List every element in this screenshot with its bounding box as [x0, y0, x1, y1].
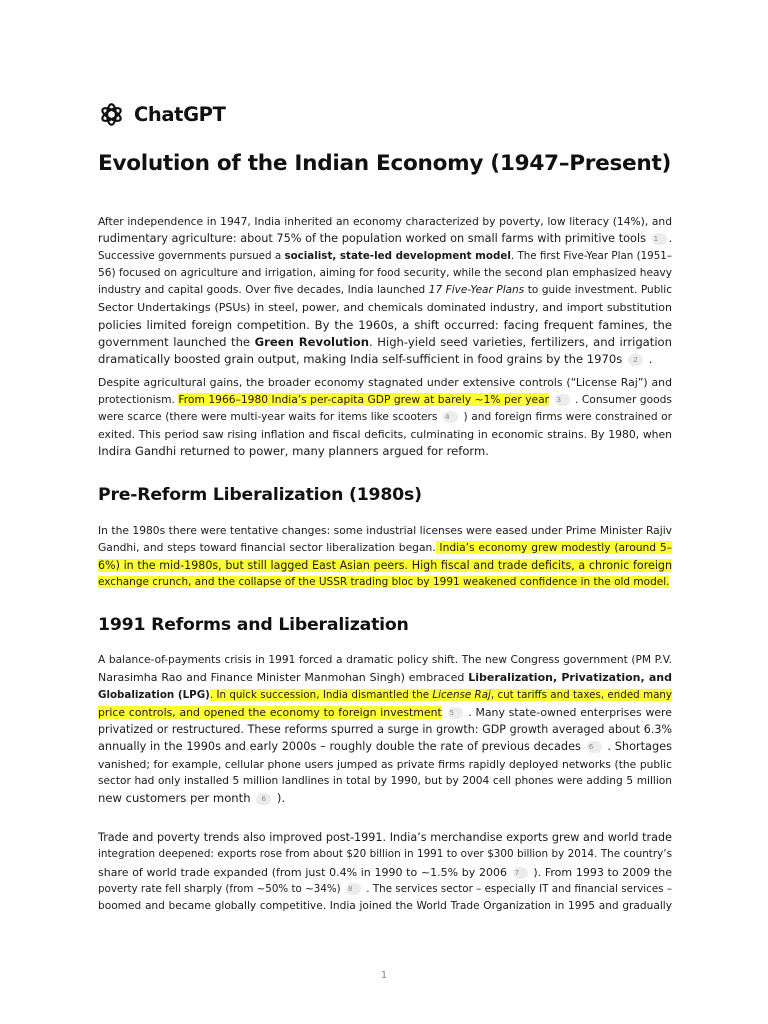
text-line — [98, 687, 672, 704]
text-line — [98, 846, 672, 863]
highlighted-text: From 1966–1980 India’s per-capita GDP grew at barely ~1% per year — [178, 393, 550, 407]
text-run: . — [668, 232, 673, 246]
citation-badge[interactable]: 5 — [448, 707, 463, 719]
text-run: Sector Undertakings (PSUs) in steel, power, and chemicals dominated industry, and import substitution — [98, 301, 672, 315]
paragraph-1991 — [98, 652, 672, 808]
text-line — [98, 334, 672, 351]
text-line — [98, 539, 672, 556]
text-run: exited. This period saw rising inflation and fiscal deficits, culminating in economic strains. By 1980, when — [98, 427, 672, 441]
text-line — [98, 864, 672, 881]
text-run: . Consumer goods — [574, 393, 673, 407]
text-run: ). From 1993 to 2009 the — [533, 865, 673, 879]
brand-name: ChatGPT — [134, 102, 226, 126]
italic-text: License Raj — [432, 688, 491, 701]
text-run: 56) focused on agriculture and irrigation, aiming for food security, while the second plan emphasized heavy — [98, 266, 672, 279]
text-run: Gandhi, and steps toward financial sector liberalization began. — [98, 541, 436, 555]
highlighted-text: India’s economy grew modestly (around 5– — [435, 541, 672, 555]
text-run: dramatically boosted grain output, making India self-sufficient in food grains by the 1970s — [98, 352, 623, 367]
paragraph-license-raj — [98, 374, 672, 460]
section-heading-1991-reforms: 1991 Reforms and Liberalization — [98, 615, 409, 635]
text-line — [98, 669, 672, 686]
bold-text: socialist, state-led development model — [284, 249, 511, 262]
citation-badge[interactable]: 6 — [587, 741, 602, 753]
citation-badge[interactable]: 6 — [256, 793, 271, 805]
text-run: ) and foreign firms were constrained or — [463, 410, 673, 423]
text-run: . — [648, 352, 653, 367]
text-line — [98, 790, 672, 807]
highlighted-text: exchange crunch, and the collapse of the USSR trading bloc by 1991 weakened confidence in the old model. — [98, 575, 670, 588]
text-run: government launched the — [98, 335, 255, 350]
highlighted-text: 6%) in the mid-1980s, but still lagged East Asian peers. High fiscal and trade deficits, a chronic foreign — [98, 558, 672, 572]
section-heading-pre-reform: Pre-Reform Liberalization (1980s) — [98, 485, 422, 505]
text-run: A balance-of-payments crisis in 1991 forced a dramatic policy shift. The new Congress government (PM P.V. — [98, 654, 672, 666]
text-line — [98, 704, 672, 721]
text-run: boomed and became globally competitive. India joined the World Trade Organization in 1995 and gradually — [98, 900, 672, 913]
text-line — [98, 265, 672, 282]
text-run: . High-yield seed varieties, fertilizers, and irrigation — [369, 335, 672, 350]
text-line — [98, 426, 672, 443]
italic-text: 17 Five-Year Plans — [428, 284, 525, 297]
text-line — [98, 557, 672, 574]
text-run: In the 1980s there were tentative changes: some industrial licenses were eased under Prime Minister Rajiv — [98, 524, 672, 537]
text-line — [98, 522, 672, 539]
text-run: , cut tariffs and taxes, ended many — [490, 688, 672, 701]
openai-logo-icon — [98, 101, 125, 128]
text-run: annually in the 1990s and early 2000s – roughly double the rate of previous decades — [98, 740, 581, 754]
text-line — [98, 213, 672, 230]
text-line — [98, 248, 672, 265]
text-line — [98, 443, 672, 460]
text-line — [98, 391, 672, 408]
text-line — [98, 230, 672, 247]
citation-badge[interactable]: 2 — [628, 354, 643, 366]
text-run: . Shortages — [607, 740, 672, 754]
citation-badge[interactable]: 1 — [652, 233, 667, 245]
text-run: Trade and poverty trends also improved post-1991. India’s merchandise exports grew and world trade — [98, 831, 672, 844]
text-run: Successive governments pursued a — [98, 249, 285, 262]
text-line — [98, 374, 672, 391]
text-run: After independence in 1947, India inherited an economy characterized by poverty, low literacy (14%), and — [98, 215, 672, 228]
text-run: . Many state-owned enterprises were — [468, 705, 672, 719]
citation-badge[interactable]: 8 — [346, 883, 361, 895]
text-run: were scarce (there were multi-year waits for items like scooters — [98, 410, 438, 423]
text-run: rudimentary agriculture: about 75% of the population worked on small farms with primitive tools — [98, 232, 646, 246]
page-title: Evolution of the Indian Economy (1947–Present) — [98, 151, 672, 176]
text-run: to guide investment. Public — [524, 284, 672, 297]
text-run: . In quick succession, India dismantled the — [209, 688, 433, 701]
brand-header — [98, 99, 225, 129]
text-run: poverty rate fell sharply (from ~50% to ~34%) — [98, 882, 341, 895]
paragraph-independence — [98, 213, 672, 369]
citation-badge[interactable]: 7 — [513, 867, 528, 879]
text-run: vanished; for example, cellular phone users jumped as private firms rapidly deployed networks (the public — [98, 757, 672, 771]
text-run: Narasimha Rao and Finance Minister Manmohan Singh) embraced — [98, 671, 469, 685]
text-line — [98, 282, 672, 299]
text-line — [98, 898, 672, 915]
text-line — [98, 773, 672, 790]
citation-badge[interactable]: 3 — [555, 394, 570, 406]
text-run: Indira Gandhi returned to power, many planners argued for reform. — [98, 444, 489, 459]
paragraph-trade-poverty — [98, 829, 672, 915]
text-line — [98, 721, 672, 738]
highlighted-text — [210, 689, 672, 701]
bold-text: Globalization (LPG) — [98, 688, 210, 701]
text-line — [98, 574, 672, 591]
text-run: new customers per month — [98, 791, 251, 806]
text-line — [98, 881, 672, 898]
text-line — [98, 738, 672, 755]
text-run: integration deepened: exports rose from about $20 billion in 1991 to over $300 billion by 2014. The country’s — [98, 848, 672, 861]
text-run: . The first Five-Year Plan (1951– — [510, 249, 672, 262]
text-run: . The services sector – especially IT and financial services – — [366, 882, 672, 895]
text-line — [98, 299, 672, 316]
text-run: Despite agricultural gains, the broader economy stagnated under extensive controls (“License Raj”) and — [98, 376, 672, 389]
text-line — [98, 829, 672, 846]
text-line — [98, 351, 672, 368]
text-run: industry and capital goods. Over five decades, India launched — [98, 284, 429, 297]
text-line — [98, 317, 672, 334]
bold-text: Green Revolution — [254, 335, 370, 350]
text-run: policies limited foreign competition. By the 1960s, a shift occurred: facing frequent famines, the — [98, 317, 672, 332]
bold-text: Liberalization, Privatization, and — [468, 671, 673, 685]
citation-badge[interactable]: 4 — [443, 411, 458, 423]
text-run: protectionism. — [98, 393, 179, 407]
text-line — [98, 409, 672, 426]
paragraph-1980s — [98, 522, 672, 591]
highlighted-text: price controls, and opened the economy to foreign investment — [98, 705, 442, 719]
text-run: sector had only installed 5 million landlines in total by 1990, but by 2004 cell phones were adding 5 million — [98, 775, 672, 788]
text-run: share of world trade expanded (from just 0.4% in 1990 to ~1.5% by 2006 — [98, 865, 507, 879]
text-run: privatized or restructured. These reforms spurred a surge in growth: GDP growth averaged about 6.3% — [98, 723, 672, 737]
text-line — [98, 756, 672, 773]
text-run: ). — [276, 791, 286, 806]
text-line — [98, 652, 672, 669]
page-number: 1 — [380, 970, 388, 981]
